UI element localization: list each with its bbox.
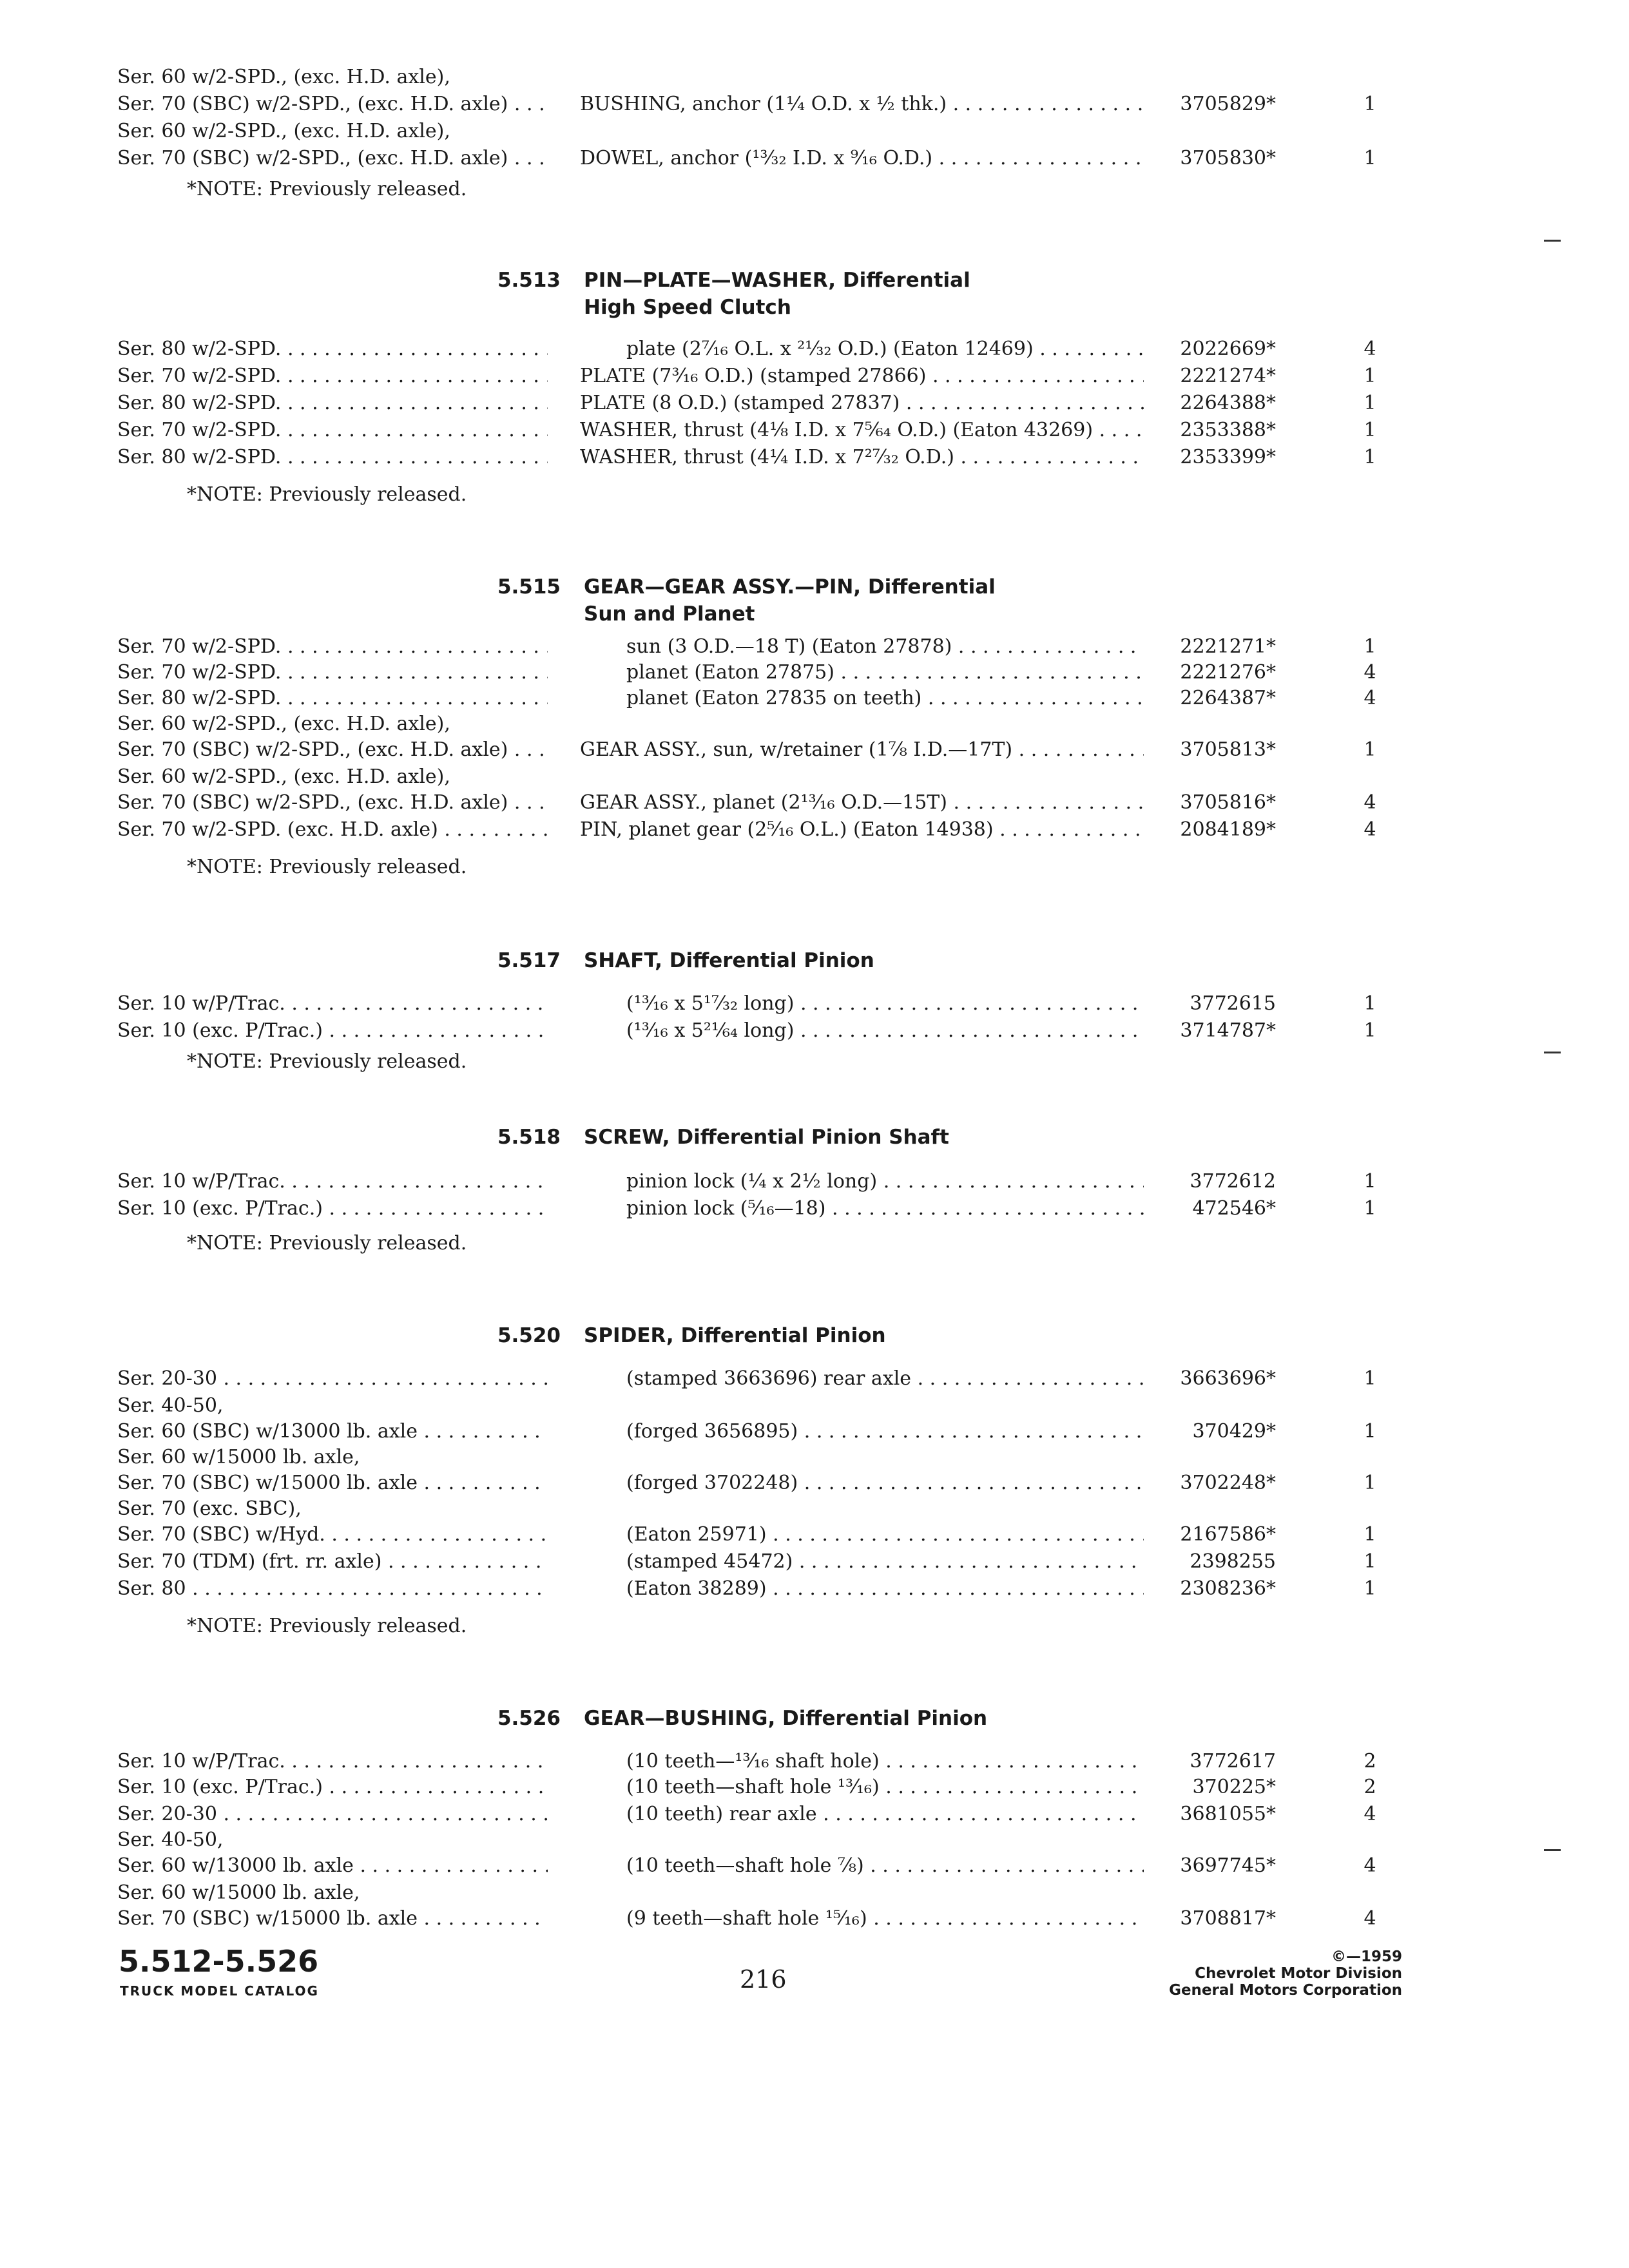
table-row: [0, 790, 1629, 816]
section-title: SPIDER, Differential Pinion: [584, 1324, 886, 1347]
copyright-year: ©—1959: [1331, 1948, 1402, 1965]
description-cell: (¹³⁄₁₆ x 5²¹⁄₆₄ long) . . .: [626, 1018, 1144, 1044]
quantity-cell: 1: [1364, 365, 1376, 387]
catalog-name: TRUCK MODEL CATALOG: [120, 1983, 319, 1999]
quantity-cell: 1: [1364, 392, 1376, 414]
section-number: 5.518: [497, 1126, 561, 1149]
table-row: [0, 91, 1629, 117]
quantity-cell: 4: [1364, 1803, 1376, 1825]
description-cell: GEAR ASSY., sun, w/retainer (1⅞ I.D.—17T) . . .: [580, 737, 1144, 763]
table-row: [0, 1802, 1629, 1827]
model-cell: Ser. 60 w/2-SPD., (exc. H.D. axle),: [117, 66, 450, 88]
table-row: [0, 1853, 1629, 1879]
table-row: [0, 390, 1629, 416]
table-row: [0, 445, 1629, 470]
part-number-cell: 2353399*: [1180, 446, 1276, 468]
model-cell: Ser. 70 (SBC) w/15000 lb. axle . . .: [117, 1470, 548, 1496]
description-cell: PLATE (8 O.D.) (stamped 27837) . . .: [580, 390, 1144, 416]
part-number-cell: 2264387*: [1180, 687, 1276, 709]
margin-tick-mark: [1544, 1052, 1561, 1053]
table-row: [0, 660, 1629, 686]
model-cell: Ser. 20-30 . . .: [117, 1802, 548, 1827]
section-title: GEAR—GEAR ASSY.—PIN, Differential: [584, 575, 996, 599]
model-cell: Ser. 60 w/2-SPD., (exc. H.D. axle),: [117, 765, 450, 788]
quantity-cell: 1: [1364, 738, 1376, 761]
quantity-cell: 4: [1364, 818, 1376, 841]
model-cell: Ser. 10 w/P/Trac. . . .: [117, 1749, 548, 1774]
description-cell: (forged 3702248) . . .: [626, 1470, 1144, 1496]
description-cell: (9 teeth—shaft hole ¹⁵⁄₁₆) . . .: [626, 1906, 1144, 1932]
part-number-cell: 472546*: [1192, 1197, 1276, 1220]
part-number-cell: 2221274*: [1180, 365, 1276, 387]
description-cell: BUSHING, anchor (1¼ O.D. x ½ thk.) . . .: [580, 91, 1144, 117]
part-number-cell: 3663696*: [1180, 1367, 1276, 1390]
model-cell: Ser. 70 (SBC) w/2-SPD., (exc. H.D. axle) . . .: [117, 737, 548, 763]
table-row: [0, 1827, 1629, 1853]
description-cell: plate (2⁷⁄₁₆ O.L. x ²¹⁄₃₂ O.D.) (Eaton 12469) . . .: [626, 336, 1144, 362]
table-row: [0, 1906, 1629, 1932]
model-cell: Ser. 60 w/2-SPD., (exc. H.D. axle),: [117, 713, 450, 735]
part-number-cell: 2084189*: [1180, 818, 1276, 841]
model-cell: Ser. 60 w/13000 lb. axle . . .: [117, 1853, 548, 1879]
corporation-name: General Motors Corporation: [1169, 1982, 1402, 1999]
model-cell: Ser. 60 w/15000 lb. axle,: [117, 1446, 360, 1468]
section-title: PIN—PLATE—WASHER, Differential: [584, 269, 970, 292]
part-number-cell: 3702248*: [1180, 1472, 1276, 1494]
description-cell: WASHER, thrust (4¼ I.D. x 7²⁷⁄₃₂ O.D.) . . .: [580, 445, 1144, 470]
model-cell: Ser. 70 (SBC) w/2-SPD., (exc. H.D. axle) . . .: [117, 146, 548, 171]
part-number-cell: 3772612: [1190, 1170, 1276, 1193]
model-cell: Ser. 10 (exc. P/Trac.) . . .: [117, 1018, 548, 1044]
quantity-cell: 4: [1364, 1854, 1376, 1877]
quantity-cell: 4: [1364, 687, 1376, 709]
table-row: [0, 991, 1629, 1017]
section-number: 5.520: [497, 1324, 561, 1347]
table-row: [0, 1445, 1629, 1470]
model-cell: Ser. 70 (SBC) w/2-SPD., (exc. H.D. axle) . . .: [117, 790, 548, 816]
description-cell: sun (3 O.D.—18 T) (Eaton 27878) . . .: [626, 634, 1144, 660]
table-row: [0, 336, 1629, 362]
quantity-cell: 1: [1364, 635, 1376, 658]
quantity-cell: 1: [1364, 1577, 1376, 1600]
part-number-cell: 2221276*: [1180, 661, 1276, 684]
quantity-cell: 1: [1364, 1170, 1376, 1193]
table-row: [0, 1749, 1629, 1774]
model-cell: Ser. 10 (exc. P/Trac.) . . .: [117, 1196, 548, 1222]
table-row: [0, 1018, 1629, 1044]
table-row: [0, 146, 1629, 171]
description-cell: pinion lock (⁵⁄₁₆—18) . . .: [626, 1196, 1144, 1222]
table-row: [0, 1576, 1629, 1602]
description-cell: planet (Eaton 27875) . . .: [626, 660, 1144, 686]
quantity-cell: 1: [1364, 1550, 1376, 1573]
page-range-label: 5.512-5.526: [119, 1944, 319, 1979]
model-cell: Ser. 10 w/P/Trac. . . .: [117, 991, 548, 1017]
description-cell: (forged 3656895) . . .: [626, 1419, 1144, 1445]
part-number-cell: 370225*: [1192, 1776, 1276, 1798]
table-row: [0, 1549, 1629, 1575]
model-cell: Ser. 60 w/2-SPD., (exc. H.D. axle),: [117, 120, 450, 142]
table-row: [0, 1522, 1629, 1548]
table-row: [0, 686, 1629, 711]
model-cell: Ser. 20-30 . . .: [117, 1366, 548, 1392]
model-cell: Ser. 70 w/2-SPD. . . .: [117, 363, 548, 389]
description-cell: (stamped 3663696) rear axle . . .: [626, 1366, 1144, 1392]
table-row: [0, 1169, 1629, 1195]
quantity-cell: 1: [1364, 1420, 1376, 1443]
model-cell: Ser. 70 w/2-SPD. . . .: [117, 418, 548, 443]
table-row: [0, 363, 1629, 389]
model-cell: Ser. 70 (SBC) w/15000 lb. axle . . .: [117, 1906, 548, 1932]
section-number: 5.526: [497, 1707, 561, 1730]
table-row: [0, 1774, 1629, 1800]
quantity-cell: 1: [1364, 1523, 1376, 1546]
part-number-cell: 3705816*: [1180, 791, 1276, 814]
quantity-cell: 1: [1364, 446, 1376, 468]
model-cell: Ser. 10 (exc. P/Trac.) . . .: [117, 1774, 548, 1800]
previously-released-note: *NOTE: Previously released.: [187, 178, 467, 200]
quantity-cell: 4: [1364, 791, 1376, 814]
part-number-cell: 3697745*: [1180, 1854, 1276, 1877]
model-cell: Ser. 80 w/2-SPD. . . .: [117, 445, 548, 470]
quantity-cell: 1: [1364, 1197, 1376, 1220]
description-cell: PLATE (7³⁄₁₆ O.D.) (stamped 27866) . . .: [580, 363, 1144, 389]
quantity-cell: 4: [1364, 338, 1376, 360]
table-row: [0, 817, 1629, 843]
model-cell: Ser. 80 . . .: [117, 1576, 548, 1602]
description-cell: (Eaton 25971) . . .: [626, 1522, 1144, 1548]
description-cell: DOWEL, anchor (¹³⁄₃₂ I.D. x ⁹⁄₁₆ O.D.) . . .: [580, 146, 1144, 171]
description-cell: GEAR ASSY., planet (2¹³⁄₁₆ O.D.—15T) . . .: [580, 790, 1144, 816]
description-cell: PIN, planet gear (2⁵⁄₁₆ O.L.) (Eaton 14938) . . .: [580, 817, 1144, 843]
part-number-cell: 370429*: [1192, 1420, 1276, 1443]
part-number-cell: 2167586*: [1180, 1523, 1276, 1546]
part-number-cell: 3772617: [1190, 1750, 1276, 1773]
table-row: [0, 1393, 1629, 1419]
description-cell: (10 teeth—shaft hole ¹³⁄₁₆) . . .: [626, 1774, 1144, 1800]
quantity-cell: 1: [1364, 1472, 1376, 1494]
part-number-cell: 3705813*: [1180, 738, 1276, 761]
quantity-cell: 4: [1364, 661, 1376, 684]
model-cell: Ser. 70 w/2-SPD. . . .: [117, 634, 548, 660]
previously-released-note: *NOTE: Previously released.: [187, 1615, 467, 1637]
model-cell: Ser. 80 w/2-SPD. . . .: [117, 686, 548, 711]
quantity-cell: 1: [1364, 93, 1376, 115]
section-title: GEAR—BUSHING, Differential Pinion: [584, 1707, 988, 1730]
table-row: [0, 1366, 1629, 1392]
margin-tick-mark: [1544, 240, 1561, 242]
description-cell: pinion lock (¼ x 2½ long) . . .: [626, 1169, 1144, 1195]
model-cell: Ser. 70 (SBC) w/2-SPD., (exc. H.D. axle) . . .: [117, 91, 548, 117]
model-cell: Ser. 80 w/2-SPD. . . .: [117, 390, 548, 416]
table-row: [0, 1196, 1629, 1222]
table-row: [0, 1419, 1629, 1445]
section-subtitle: High Speed Clutch: [584, 296, 791, 319]
quantity-cell: 4: [1364, 1907, 1376, 1930]
model-cell: Ser. 60 (SBC) w/13000 lb. axle . . .: [117, 1419, 548, 1445]
quantity-cell: 1: [1364, 1019, 1376, 1042]
quantity-cell: 2: [1364, 1776, 1376, 1798]
table-row: [0, 418, 1629, 443]
part-number-cell: 2264388*: [1180, 392, 1276, 414]
part-number-cell: 3681055*: [1180, 1803, 1276, 1825]
table-row: [0, 737, 1629, 763]
margin-tick-mark: [1544, 1849, 1561, 1851]
model-cell: Ser. 70 (exc. SBC),: [117, 1497, 302, 1520]
table-row: [0, 64, 1629, 90]
model-cell: Ser. 80 w/2-SPD. . . .: [117, 336, 548, 362]
model-cell: Ser. 70 (TDM) (frt. rr. axle) . . .: [117, 1549, 548, 1575]
part-number-cell: 2221271*: [1180, 635, 1276, 658]
description-cell: (Eaton 38289) . . .: [626, 1576, 1144, 1602]
table-row: [0, 1470, 1629, 1496]
description-cell: planet (Eaton 27835 on teeth) . . .: [626, 686, 1144, 711]
part-number-cell: 3714787*: [1180, 1019, 1276, 1042]
part-number-cell: 3708817*: [1180, 1907, 1276, 1930]
part-number-cell: 3772615: [1190, 992, 1276, 1015]
model-cell: Ser. 70 w/2-SPD. . . .: [117, 660, 548, 686]
description-cell: (10 teeth—shaft hole ⅞) . . .: [626, 1853, 1144, 1879]
previously-released-note: *NOTE: Previously released.: [187, 856, 467, 878]
previously-released-note: *NOTE: Previously released.: [187, 1050, 467, 1073]
section-number: 5.517: [497, 949, 561, 972]
description-cell: WASHER, thrust (4⅛ I.D. x 7⁵⁄₆₄ O.D.) (Eaton 43269) . . .: [580, 418, 1144, 443]
quantity-cell: 1: [1364, 419, 1376, 441]
quantity-cell: 1: [1364, 1367, 1376, 1390]
part-number-cell: 2308236*: [1180, 1577, 1276, 1600]
table-row: [0, 1880, 1629, 1906]
table-row: [0, 764, 1629, 790]
part-number-cell: 3705829*: [1180, 93, 1276, 115]
previously-released-note: *NOTE: Previously released.: [187, 1232, 467, 1254]
model-cell: Ser. 60 w/15000 lb. axle,: [117, 1881, 360, 1904]
part-number-cell: 3705830*: [1180, 147, 1276, 169]
part-number-cell: 2353388*: [1180, 419, 1276, 441]
model-cell: Ser. 40-50,: [117, 1394, 224, 1417]
page-number: 216: [740, 1965, 787, 1994]
model-cell: Ser. 70 (SBC) w/Hyd. . . .: [117, 1522, 548, 1548]
quantity-cell: 2: [1364, 1750, 1376, 1773]
model-cell: Ser. 10 w/P/Trac. . . .: [117, 1169, 548, 1195]
description-cell: (stamped 45472) . . .: [626, 1549, 1144, 1575]
part-number-cell: 2398255: [1190, 1550, 1276, 1573]
table-row: [0, 634, 1629, 660]
quantity-cell: 1: [1364, 147, 1376, 169]
section-title: SHAFT, Differential Pinion: [584, 949, 874, 972]
quantity-cell: 1: [1364, 992, 1376, 1015]
part-number-cell: 2022669*: [1180, 338, 1276, 360]
section-title: SCREW, Differential Pinion Shaft: [584, 1126, 949, 1149]
previously-released-note: *NOTE: Previously released.: [187, 483, 467, 506]
description-cell: (10 teeth—¹³⁄₁₆ shaft hole) . . .: [626, 1749, 1144, 1774]
model-cell: Ser. 40-50,: [117, 1829, 224, 1851]
section-number: 5.513: [497, 269, 561, 292]
table-row: [0, 1496, 1629, 1522]
description-cell: (10 teeth) rear axle . . .: [626, 1802, 1144, 1827]
section-subtitle: Sun and Planet: [584, 602, 755, 626]
division-name: Chevrolet Motor Division: [1195, 1965, 1402, 1982]
model-cell: Ser. 70 w/2-SPD. (exc. H.D. axle) . . .: [117, 817, 548, 843]
table-row: [0, 119, 1629, 144]
section-number: 5.515: [497, 575, 561, 599]
description-cell: (¹³⁄₁₆ x 5¹⁷⁄₃₂ long) . . .: [626, 991, 1144, 1017]
table-row: [0, 711, 1629, 737]
